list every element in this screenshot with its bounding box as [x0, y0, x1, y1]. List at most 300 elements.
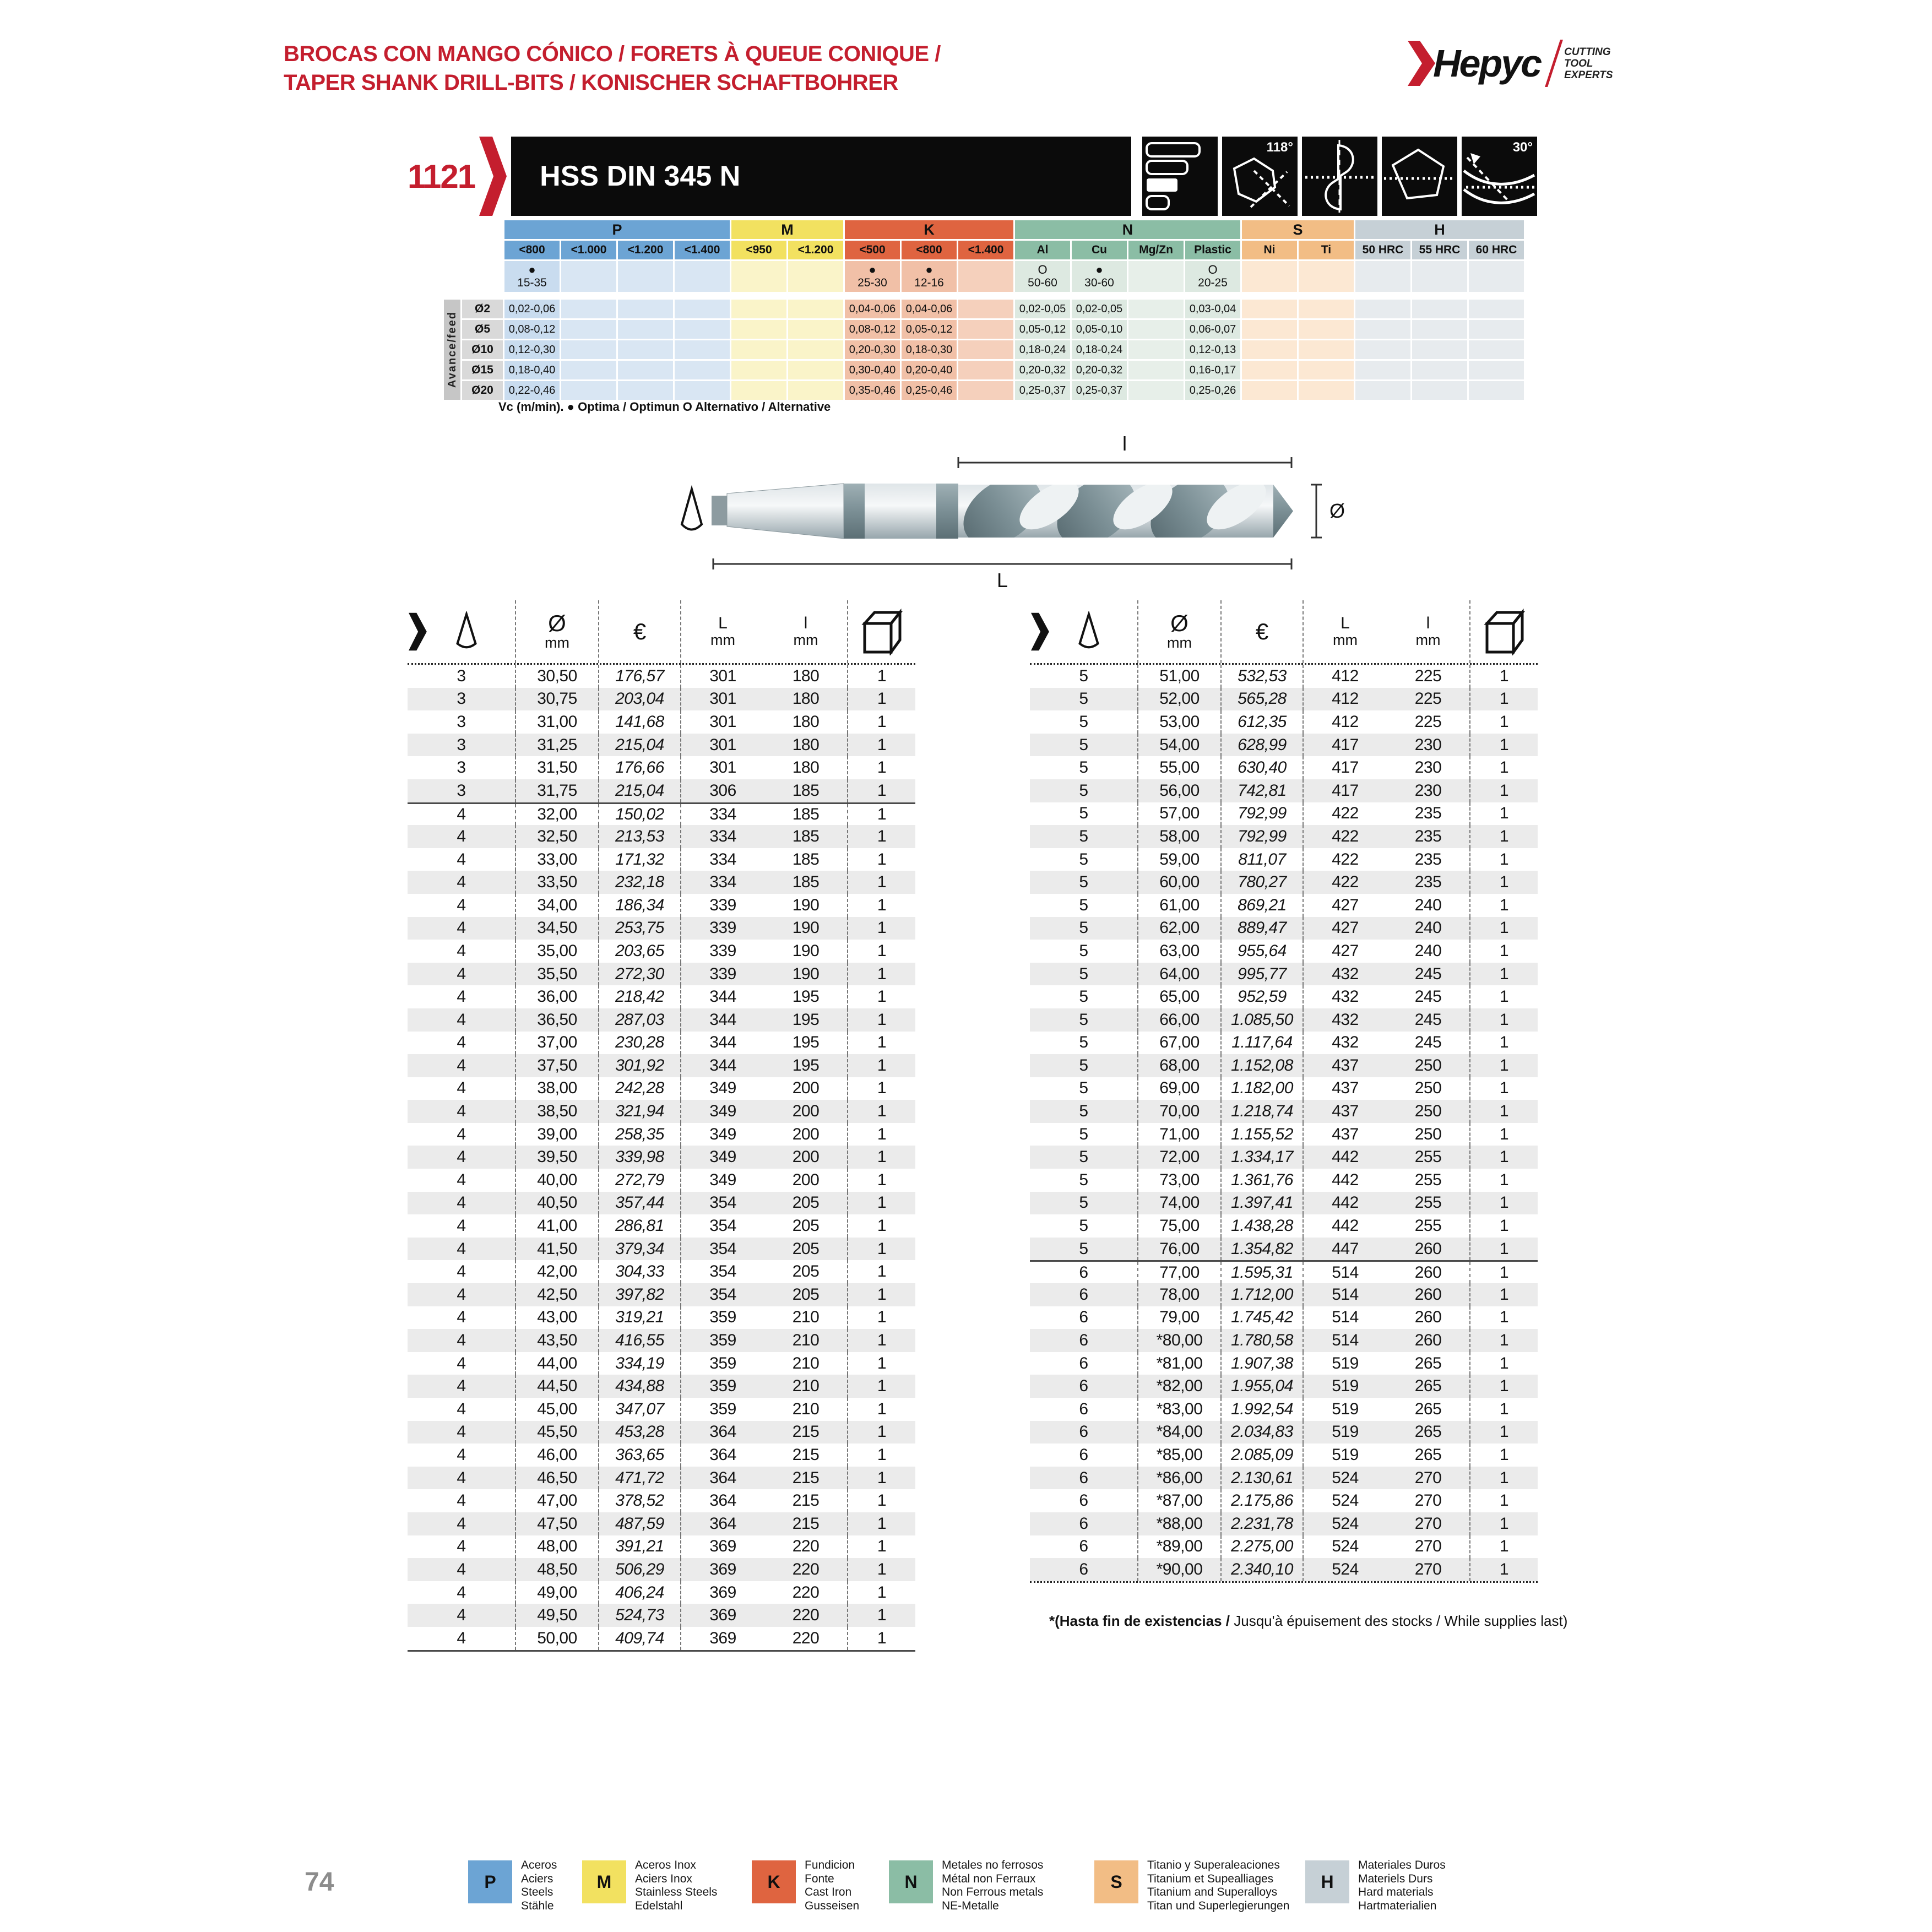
- table-row: [1030, 871, 1538, 894]
- cell-qty: 1: [1499, 1033, 1509, 1052]
- cell-qty: 1: [877, 941, 887, 960]
- cell-taper: 4: [408, 1443, 516, 1467]
- table-row: [1030, 1398, 1538, 1421]
- cell-total-length: 354: [709, 1217, 736, 1235]
- cell-total-length: 364: [709, 1468, 736, 1487]
- vc-cell: O 50-60: [1015, 261, 1070, 292]
- table-row: [408, 1489, 915, 1512]
- feed-cell: [618, 320, 673, 339]
- page-title-line1: BROCAS CON MANGO CÓNICO / FORETS À QUEUE CONIQUE /: [284, 42, 941, 66]
- cell-taper: 5: [1030, 985, 1138, 1008]
- cell-diameter: 31,50: [516, 756, 599, 779]
- cell-total-length: 301: [709, 758, 736, 777]
- cell-qty: 1: [1499, 1308, 1509, 1327]
- cell-taper: 4: [408, 1032, 516, 1055]
- feed-cell: [561, 361, 616, 379]
- cell-price: 869,21: [1222, 894, 1304, 917]
- cell-taper: 5: [1030, 1032, 1138, 1055]
- cutting-speed-col: 60 HRC: [1469, 241, 1524, 259]
- cell-total-length: 364: [709, 1514, 736, 1533]
- cell-qty: 1: [1499, 1331, 1509, 1350]
- cell-flute-length: 220: [764, 1558, 848, 1581]
- table-row: [1030, 940, 1538, 963]
- feed-cell: [1299, 320, 1354, 339]
- cell-flute-length: 200: [764, 1146, 848, 1169]
- cell-diameter: 33,00: [516, 848, 599, 871]
- feed-cell: [1412, 300, 1467, 318]
- table-row: [408, 1238, 915, 1261]
- cell-total-length: 422: [1332, 850, 1359, 869]
- table-row: [408, 1306, 915, 1329]
- vc-cell: [1469, 261, 1524, 292]
- cell-flute-length: 240: [1387, 917, 1470, 940]
- cell-flute-length: 185: [764, 804, 848, 826]
- cell-price: 176,57: [599, 665, 681, 688]
- cell-taper: 5: [1030, 710, 1138, 734]
- cell-flute-length: 210: [764, 1375, 848, 1398]
- feed-cell: [1355, 381, 1410, 400]
- cell-flute-length: 235: [1387, 825, 1470, 848]
- cell-price: 487,59: [599, 1512, 681, 1535]
- cell-diameter: 39,50: [516, 1146, 599, 1169]
- cell-diameter: 78,00: [1138, 1283, 1222, 1306]
- cell-price: 2.231,78: [1222, 1512, 1304, 1535]
- cell-taper: 6: [1030, 1375, 1138, 1398]
- brand-name: Hepyc: [1433, 42, 1541, 85]
- cell-price: 339,98: [599, 1146, 681, 1169]
- cell-diameter: 73,00: [1138, 1169, 1222, 1192]
- cell-price: 171,32: [599, 848, 681, 871]
- vc-cell: [788, 261, 843, 292]
- cell-flute-length: 245: [1387, 1008, 1470, 1032]
- table-row: [1030, 1054, 1538, 1077]
- cell-taper: 4: [408, 1100, 516, 1123]
- cutting-speed-col: Ti: [1299, 241, 1354, 259]
- cell-total-length: 354: [709, 1193, 736, 1212]
- flute-length-label: l: [1122, 436, 1127, 455]
- feed-cell: [1242, 361, 1297, 379]
- table-row: [408, 802, 915, 826]
- cell-price: 141,68: [599, 710, 681, 734]
- cell-taper: 5: [1030, 756, 1138, 779]
- cell-qty: 1: [1499, 666, 1509, 685]
- cutting-speed-col: 50 HRC: [1355, 241, 1410, 259]
- cell-diameter: 62,00: [1138, 917, 1222, 940]
- cell-total-length: 349: [709, 1125, 736, 1143]
- cell-price: 230,28: [599, 1032, 681, 1055]
- product-banner: [408, 137, 1131, 216]
- cell-price: 357,44: [599, 1192, 681, 1215]
- cell-total-length: 412: [1332, 690, 1359, 708]
- cell-flute-length: 180: [764, 710, 848, 734]
- cell-flute-length: 190: [764, 917, 848, 940]
- cell-qty: 1: [877, 896, 887, 914]
- cell-taper: 5: [1030, 1146, 1138, 1169]
- table-row: [408, 1375, 915, 1398]
- cell-qty: 1: [877, 1170, 887, 1189]
- cutting-speed-col: Ni: [1242, 241, 1297, 259]
- cell-diameter: 45,50: [516, 1421, 599, 1444]
- cell-diameter: 70,00: [1138, 1100, 1222, 1123]
- cell-qty: 1: [1499, 1560, 1509, 1578]
- feed-cell: [1242, 340, 1297, 359]
- cell-total-length: 344: [709, 987, 736, 1006]
- cell-total-length: 364: [709, 1491, 736, 1510]
- cell-price: 286,81: [599, 1214, 681, 1238]
- legend-item-M: [582, 1860, 717, 1913]
- legend-code-box: K: [752, 1860, 796, 1903]
- cell-flute-length: 185: [764, 848, 848, 871]
- cell-total-length: 422: [1332, 827, 1359, 845]
- cell-price: 176,66: [599, 756, 681, 779]
- table-row: [1030, 1008, 1538, 1032]
- cell-diameter: 40,00: [516, 1169, 599, 1192]
- cell-qty: 1: [877, 1468, 887, 1487]
- table-row: [1030, 665, 1538, 688]
- cell-qty: 1: [877, 1331, 887, 1350]
- cell-price: 453,28: [599, 1421, 681, 1444]
- feed-cell: 0,30-0,40: [845, 361, 900, 379]
- cell-price: 272,30: [599, 963, 681, 986]
- material-group-H: H: [1355, 220, 1524, 239]
- feed-cell: [1469, 300, 1524, 318]
- cell-diameter: 42,00: [516, 1260, 599, 1283]
- cell-price: 995,77: [1222, 963, 1304, 986]
- cell-flute-length: 215: [764, 1512, 848, 1535]
- cell-taper: 6: [1030, 1306, 1138, 1329]
- cell-taper: 6: [1030, 1512, 1138, 1535]
- legend-text: Titanio y Superaleaciones Titanium et Supealliages Titanium and Superalloys Titan und Superlegierungen: [1147, 1859, 1290, 1912]
- feed-cell: [1128, 361, 1184, 379]
- banner-pictograms: [1138, 137, 1537, 216]
- feed-cell: [1469, 340, 1524, 359]
- feed-row-label: Ø20: [462, 381, 503, 400]
- cell-price: 1.361,76: [1222, 1169, 1304, 1192]
- cell-diameter: 74,00: [1138, 1192, 1222, 1215]
- cell-diameter: 67,00: [1138, 1032, 1222, 1055]
- feed-cell: [958, 361, 1013, 379]
- cell-taper: 5: [1030, 1054, 1138, 1077]
- feed-cell: [561, 381, 616, 400]
- cell-flute-length: 200: [764, 1077, 848, 1100]
- table-row: [408, 1214, 915, 1238]
- legend-item-H: [1305, 1860, 1446, 1913]
- cell-taper: 4: [408, 1512, 516, 1535]
- cell-diameter: 44,50: [516, 1375, 599, 1398]
- cell-taper: 5: [1030, 940, 1138, 963]
- cell-qty: 1: [1499, 850, 1509, 869]
- cell-price: 889,47: [1222, 917, 1304, 940]
- row-chevron-icon: [409, 607, 431, 656]
- cell-total-length: 519: [1332, 1377, 1359, 1396]
- cell-price: 409,74: [599, 1627, 681, 1650]
- cell-flute-length: 270: [1387, 1489, 1470, 1512]
- cell-taper: 4: [408, 1398, 516, 1421]
- cell-taper: 3: [408, 710, 516, 734]
- cell-diameter: 31,00: [516, 710, 599, 734]
- cell-price: 506,29: [599, 1558, 681, 1581]
- feed-cell: [731, 300, 786, 318]
- feed-cell: [1412, 340, 1467, 359]
- feed-cell: 0,18-0,40: [504, 361, 560, 379]
- feed-cell: [1242, 320, 1297, 339]
- cell-total-length: 447: [1332, 1239, 1359, 1258]
- cell-diameter: 57,00: [1138, 802, 1222, 826]
- cell-taper: 5: [1030, 734, 1138, 757]
- cutting-speed-col: <800: [504, 241, 560, 259]
- table-row: [1030, 1329, 1538, 1352]
- price-table-left: [408, 600, 915, 1652]
- table-row: [408, 1283, 915, 1306]
- cell-price: 215,04: [599, 779, 681, 802]
- cell-flute-length: 180: [764, 665, 848, 688]
- cell-total-length: 354: [709, 1262, 736, 1281]
- cell-flute-length: 250: [1387, 1100, 1470, 1123]
- cell-qty: 1: [1499, 712, 1509, 731]
- cell-taper: 5: [1030, 917, 1138, 940]
- cell-flute-length: 215: [764, 1467, 848, 1490]
- feed-cell: [561, 320, 616, 339]
- table-row: [1030, 1375, 1538, 1398]
- cell-qty: 1: [1499, 1217, 1509, 1235]
- cell-price: 2.130,61: [1222, 1467, 1304, 1490]
- cell-flute-length: 180: [764, 688, 848, 711]
- cell-taper: 4: [408, 940, 516, 963]
- cell-flute-length: 270: [1387, 1558, 1470, 1581]
- feed-cell: 0,08-0,12: [504, 320, 560, 339]
- table-row: [408, 1558, 915, 1581]
- cell-taper: 6: [1030, 1329, 1138, 1352]
- cell-diameter: 35,50: [516, 963, 599, 986]
- cell-qty: 1: [1499, 941, 1509, 960]
- cell-qty: 1: [877, 850, 887, 869]
- page-title-line2: TAPER SHANK DRILL-BITS / KONISCHER SCHAFTBOHRER: [284, 70, 898, 95]
- col-diameter: Ø mm: [516, 600, 599, 663]
- cell-price: 742,81: [1222, 779, 1304, 802]
- feed-cell: 0,18-0,24: [1072, 340, 1127, 359]
- cell-qty: 1: [877, 1125, 887, 1143]
- feed-cell: [958, 300, 1013, 318]
- cell-taper: 4: [408, 1192, 516, 1215]
- table-row: [1030, 917, 1538, 940]
- feed-cell: [731, 381, 786, 400]
- feed-cell: 0,25-0,46: [902, 381, 957, 400]
- cell-flute-length: 265: [1387, 1352, 1470, 1375]
- table-row: [408, 734, 915, 757]
- package-box-icon: [1483, 608, 1526, 655]
- product-name: HSS DIN 345 N: [540, 160, 741, 192]
- cell-total-length: 339: [709, 919, 736, 937]
- cell-qty: 1: [1499, 1399, 1509, 1418]
- cell-taper: 4: [408, 917, 516, 940]
- cell-diameter: *86,00: [1138, 1467, 1222, 1490]
- cutting-speed-col: <1.400: [675, 241, 730, 259]
- feed-cell: [675, 320, 730, 339]
- helix-angle-value: 30°: [1512, 140, 1533, 155]
- table-row: [408, 1421, 915, 1444]
- cell-total-length: 354: [709, 1239, 736, 1258]
- feed-cell: [1128, 320, 1184, 339]
- cell-diameter: *82,00: [1138, 1375, 1222, 1398]
- feed-cell: 0,16-0,17: [1185, 361, 1240, 379]
- cell-qty: 1: [877, 1537, 887, 1556]
- cell-price: 1.354,82: [1222, 1238, 1304, 1261]
- cutting-speed-col: <800: [902, 241, 957, 259]
- tagline-line: CUTTING: [1564, 46, 1611, 58]
- cell-total-length: 369: [709, 1606, 736, 1625]
- availability-note-bold: *(Hasta fin de existencias /: [1049, 1613, 1234, 1629]
- feed-cell: [1412, 381, 1467, 400]
- table-row: [408, 1398, 915, 1421]
- table-row: [408, 1260, 915, 1283]
- price-table-header: [408, 600, 915, 665]
- cell-total-length: 524: [1332, 1468, 1359, 1487]
- cell-taper: 5: [1030, 848, 1138, 871]
- feed-row-label: Ø15: [462, 361, 503, 379]
- cell-qty: 1: [1499, 690, 1509, 708]
- page-number: 74: [305, 1868, 334, 1897]
- cell-total-length: 514: [1332, 1263, 1359, 1282]
- cell-total-length: 437: [1332, 1079, 1359, 1098]
- table-row: [1030, 1535, 1538, 1559]
- cell-price: 1.117,64: [1222, 1032, 1304, 1055]
- cell-diameter: 39,00: [516, 1123, 599, 1146]
- cell-flute-length: 265: [1387, 1443, 1470, 1467]
- cutting-speed-col: Mg/Zn: [1128, 241, 1184, 259]
- price-table-header: [1030, 600, 1538, 665]
- feed-cell: [675, 381, 730, 400]
- cell-taper: 4: [408, 1260, 516, 1283]
- cell-price: 397,82: [599, 1283, 681, 1306]
- feed-cell: [675, 361, 730, 379]
- cell-taper: 4: [408, 1558, 516, 1581]
- table-row: [1030, 1077, 1538, 1100]
- feed-cell: 0,05-0,12: [1015, 320, 1070, 339]
- cell-qty: 1: [1499, 1285, 1509, 1304]
- cell-total-length: 349: [709, 1102, 736, 1121]
- table-row: [1030, 1100, 1538, 1123]
- cell-qty: 1: [877, 735, 887, 754]
- cell-diameter: 43,50: [516, 1329, 599, 1352]
- feed-cell: [618, 340, 673, 359]
- cell-qty: 1: [1499, 1193, 1509, 1212]
- cell-flute-length: 235: [1387, 802, 1470, 826]
- cell-qty: 1: [877, 712, 887, 731]
- cell-diameter: 52,00: [1138, 688, 1222, 711]
- cell-flute-length: 250: [1387, 1054, 1470, 1077]
- cell-total-length: 344: [709, 1010, 736, 1029]
- table-row: [1030, 1032, 1538, 1055]
- cell-total-length: 412: [1332, 712, 1359, 731]
- cell-taper: 3: [408, 779, 516, 802]
- cell-diameter: 37,00: [516, 1032, 599, 1055]
- cell-price: 780,27: [1222, 871, 1304, 894]
- cell-flute-length: 225: [1387, 665, 1470, 688]
- cell-total-length: 519: [1332, 1399, 1359, 1418]
- cell-taper: 4: [408, 1169, 516, 1192]
- cell-taper: 4: [408, 804, 516, 826]
- table-row: [408, 1032, 915, 1055]
- cell-diameter: *87,00: [1138, 1489, 1222, 1512]
- cell-price: 203,04: [599, 688, 681, 711]
- banner-chevron-icon: [479, 137, 508, 216]
- cell-flute-length: 220: [764, 1581, 848, 1604]
- table-row: [408, 963, 915, 986]
- cell-total-length: 369: [709, 1629, 736, 1647]
- cell-diameter: 41,00: [516, 1214, 599, 1238]
- cell-qty: 1: [1499, 1537, 1509, 1556]
- legend-text: Aceros Inox Aciers Inox Stainless Steels Edelstahl: [635, 1859, 718, 1912]
- cell-diameter: 59,00: [1138, 848, 1222, 871]
- cell-qty: 1: [877, 1010, 887, 1029]
- col-diameter: Ø mm: [1138, 600, 1222, 663]
- cell-total-length: 359: [709, 1331, 736, 1350]
- feed-axis-label: Avance/feed: [444, 300, 460, 400]
- cell-flute-length: 210: [764, 1352, 848, 1375]
- vc-cell: [561, 261, 616, 292]
- cell-flute-length: 185: [764, 871, 848, 894]
- feed-row-label: Ø2: [462, 300, 503, 318]
- feed-cell: 0,12-0,13: [1185, 340, 1240, 359]
- cell-qty: 1: [877, 987, 887, 1006]
- table-row: [1030, 1192, 1538, 1215]
- cell-total-length: 339: [709, 896, 736, 914]
- cell-price: 258,35: [599, 1123, 681, 1146]
- package-box-icon: [860, 608, 903, 655]
- table-row: [408, 688, 915, 711]
- feed-cell: [1469, 361, 1524, 379]
- table-row: [408, 710, 915, 734]
- table-row: [1030, 1421, 1538, 1444]
- material-group-M: M: [731, 220, 843, 239]
- feed-cell: [1299, 381, 1354, 400]
- vc-cell: ● 15-35: [504, 261, 560, 292]
- table-row: [408, 1329, 915, 1352]
- cell-flute-length: 235: [1387, 871, 1470, 894]
- cell-taper: 4: [408, 1467, 516, 1490]
- cell-taper: 6: [1030, 1558, 1138, 1581]
- cell-price: 215,04: [599, 734, 681, 757]
- cell-taper: 6: [1030, 1421, 1138, 1444]
- cell-taper: 4: [408, 1283, 516, 1306]
- cell-diameter: 64,00: [1138, 963, 1222, 986]
- cell-qty: 1: [1499, 1468, 1509, 1487]
- cell-qty: 1: [877, 964, 887, 983]
- brand-tagline: [1564, 46, 1613, 81]
- cell-diameter: 35,00: [516, 940, 599, 963]
- cell-diameter: 72,00: [1138, 1146, 1222, 1169]
- col-total-length: L mm: [1333, 614, 1358, 648]
- cell-price: 232,18: [599, 871, 681, 894]
- table-row: [408, 1192, 915, 1215]
- cell-total-length: 359: [709, 1308, 736, 1327]
- cell-flute-length: 225: [1387, 688, 1470, 711]
- cell-taper: 4: [408, 1077, 516, 1100]
- cell-price: 1.712,00: [1222, 1283, 1304, 1306]
- cell-diameter: 31,75: [516, 779, 599, 802]
- feed-cell: [1128, 381, 1184, 400]
- cell-price: 1.955,04: [1222, 1375, 1304, 1398]
- cell-diameter: 58,00: [1138, 825, 1222, 848]
- cell-diameter: 53,00: [1138, 710, 1222, 734]
- cell-diameter: 48,50: [516, 1558, 599, 1581]
- vc-cell: [958, 261, 1013, 292]
- cell-flute-length: 190: [764, 963, 848, 986]
- cell-diameter: 77,00: [1138, 1262, 1222, 1283]
- cell-taper: 5: [1030, 1077, 1138, 1100]
- feed-cell: 0,05-0,12: [902, 320, 957, 339]
- table-row: [1030, 894, 1538, 917]
